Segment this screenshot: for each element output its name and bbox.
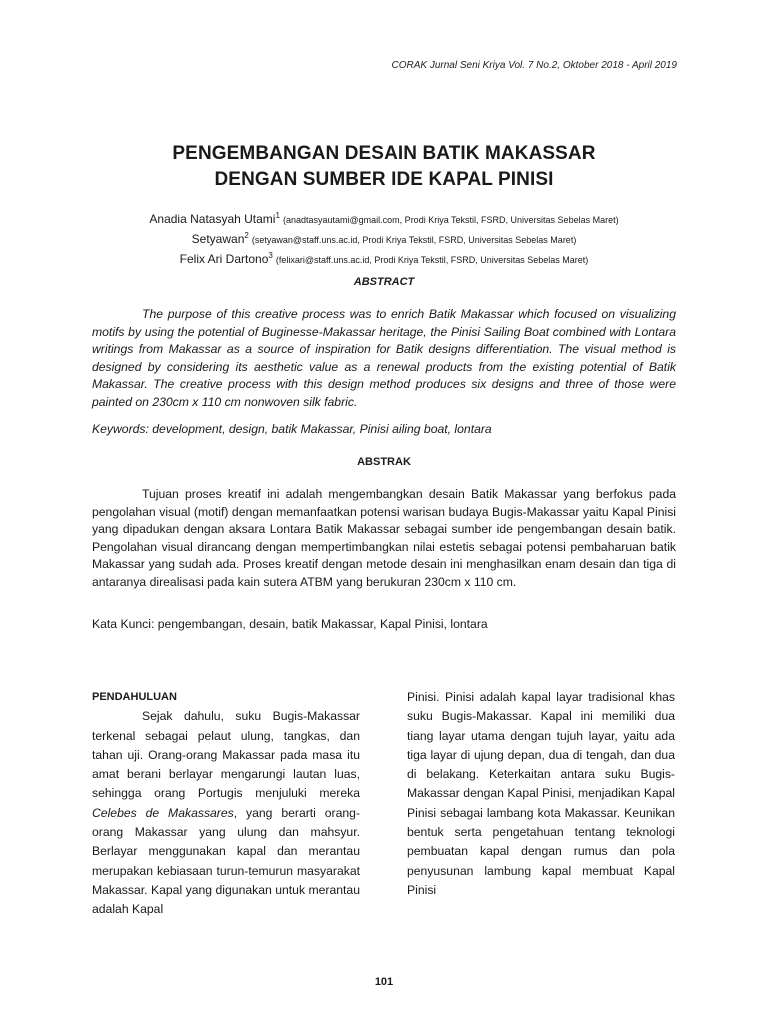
column-right — [407, 688, 675, 900]
intro-italic-term: Celebes de Makassares — [92, 805, 234, 820]
abstract-indonesian-body: Tujuan proses kreatif ini adalah mengembangkan desain Batik Makassar yang berfokus pada pengolahan visual (motif) dengan memanfaatkan potensi warisan budaya Bugis-Makassar yaitu Kapal Pinisi yang dipadukan dengan aksara Lontara Batik Makassar sebagai sumber ide pengembangan desain batik. Pengolahan visual dirancang dengan mempertimbangkan nilai estetis sebagai potensi pembaharuan batik Makassar yang sudah ada. Proses kreatif dengan metode desain ini menghasilkan enam desain dan tiga di antaranya direalisasi pada kain sutera ATBM yang berukuran 230cm x 110 cm. — [92, 487, 676, 589]
column-left — [92, 688, 360, 920]
author-3 — [0, 248, 768, 268]
author-3-affiliation: (felixari@staff.uns.ac.id, Prodi Kriya Tekstil, FSRD, Universitas Sebelas Maret) — [275, 255, 589, 265]
keywords-english: Keywords: development, design, batik Makassar, Pinisi ailing boat, lontara — [92, 422, 492, 436]
intro-paragraph-right: Pinisi. Pinisi adalah kapal layar tradisional khas suku Bugis-Makassar. Kapal ini memiliki dua tiang layar utama dengan tujuh layar, yaitu ada tiga layar di ujung depan, dua di tengah, dan dua di belakang. Keterkaitan antara suku Bugis-Makassar dengan Kapal Pinisi, menjadikan Kapal Pinisi sebagai lambang kota Makassar. Keunikan bentuk serta pengetahuan tentang teknologi pembuatan kapal dengan rumus dan pola penyusunan lambung kapal membuat Kapal Pinisi — [407, 690, 675, 897]
author-2-name: Setyawan — [191, 232, 245, 246]
author-2-sup: 2 — [244, 231, 249, 240]
author-1-name: Anadia Natasyah Utami — [149, 212, 276, 226]
abstract-heading: ABSTRACT — [353, 276, 415, 288]
paper-title — [0, 141, 768, 193]
abstract-english-body: The purpose of this creative process was to enrich Batik Makassar which focused on visualizing motifs by using the potential of Buginesse-Makassar heritage, the Pinisi Sailing Boat combined with Lontara writings from Makassar as a source of inspiration for Batik designs differentiation. The visual method is designed by considering its aesthetic value as a renewal products from the existing potential of Batik Makassar. The creative process with this design method produces six designs and three of those were painted on 230cm x 110 cm nonwoven silk fabric. — [92, 307, 676, 409]
title-line-1: PENGEMBANGAN DESAIN BATIK MAKASSAR — [172, 143, 596, 164]
keywords-indonesian: Kata Kunci: pengembangan, desain, batik Makassar, Kapal Pinisi, lontara — [92, 617, 488, 631]
abstract-indonesian — [92, 486, 676, 591]
journal-header: CORAK Jurnal Seni Kriya Vol. 7 No.2, Oktober 2018 - April 2019 — [391, 60, 677, 71]
page-number: 101 — [374, 976, 394, 988]
abstrak-heading: ABSTRAK — [357, 456, 411, 468]
author-1-sup: 1 — [275, 211, 280, 220]
author-list — [0, 208, 768, 268]
author-3-name: Felix Ari Dartono — [179, 252, 269, 266]
author-1 — [0, 208, 768, 228]
abstract-english — [92, 306, 676, 411]
author-2 — [0, 228, 768, 248]
section-heading-pendahuluan: PENDAHULUAN — [92, 691, 177, 703]
author-2-affiliation: (setyawan@staff.uns.ac.id, Prodi Kriya Tekstil, FSRD, Universitas Sebelas Maret) — [251, 235, 577, 245]
title-line-2: DENGAN SUMBER IDE KAPAL PINISI — [214, 169, 554, 190]
intro-paragraph-left: Sejak dahulu, suku Bugis-Makassar terkenal sebagai pelaut ulung, tangkas, dan tahan uji. Orang-orang Makassar pada masa itu amat berani berlayar mengarungi lautan luas, sehingga orang Portugis menjuluki mereka Celebes de Makassares, yang berarti orang-orang Makassar yang ulung dan mahsyur. Berlayar menggunakan kapal dan merantau merupakan kebiasaan turun-temurun masyarakat Makassar. Kapal yang digunakan untuk merantau adalah Kapal — [92, 709, 360, 917]
author-3-sup: 3 — [268, 251, 273, 260]
author-1-affiliation: (anadtasyautami@gmail.com, Prodi Kriya Tekstil, FSRD, Universitas Sebelas Maret) — [283, 215, 619, 225]
